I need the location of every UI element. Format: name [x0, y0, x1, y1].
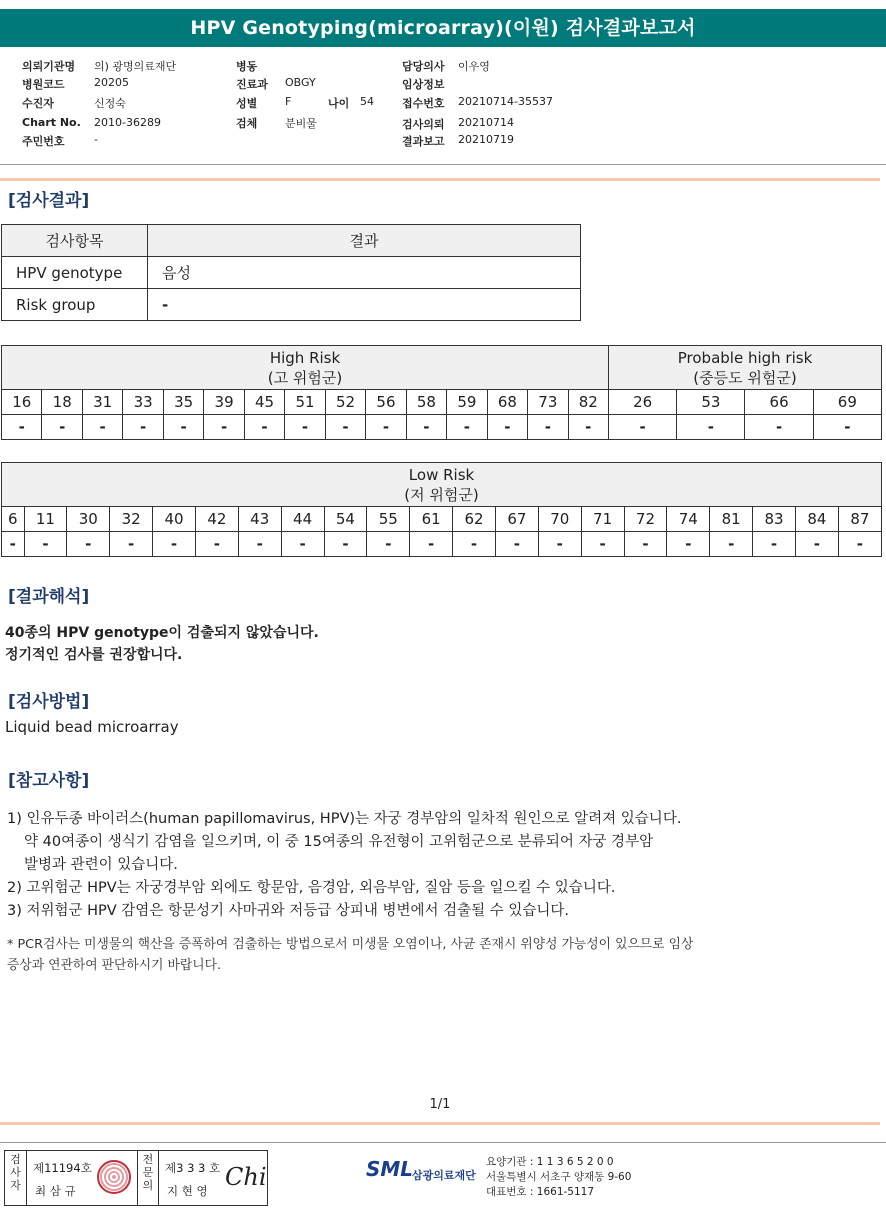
- genotype-number: 42: [195, 507, 238, 532]
- footer: [0, 1145, 886, 1213]
- genotype-number: 11: [24, 507, 67, 532]
- info-value: -: [94, 133, 98, 146]
- divider: [0, 1122, 880, 1125]
- genotype-number: 39: [204, 390, 244, 415]
- low-risk-title: Low Risk: [408, 465, 475, 484]
- genotype-result: -: [710, 532, 753, 557]
- row-result: -: [148, 289, 581, 321]
- info-label: 주민번호: [22, 135, 65, 148]
- genotype-number: 72: [624, 507, 667, 532]
- info-value: 54: [360, 95, 374, 108]
- header-item: 검사항목: [2, 225, 148, 257]
- specialist-name: 지 현 영: [167, 1184, 208, 1198]
- info-value: 분비물: [285, 117, 317, 130]
- genotype-number: 35: [163, 390, 203, 415]
- genotype-result: -: [110, 532, 153, 557]
- genotype-number: 70: [538, 507, 581, 532]
- info-label: 의뢰기관명: [22, 60, 76, 73]
- genotype-value-row: [2, 415, 882, 440]
- info-value: 20210719: [458, 133, 514, 146]
- probable-risk-subtitle: (중등도 위험군): [693, 368, 797, 387]
- genotype-result: -: [325, 415, 365, 440]
- info-label: Chart No.: [22, 116, 81, 129]
- specialist-number: 제3 3 3 호: [165, 1161, 221, 1175]
- genotype-result: -: [568, 415, 608, 440]
- genotype-result: -: [795, 532, 838, 557]
- genotype-number: 68: [487, 390, 527, 415]
- low-risk-header: [2, 463, 882, 507]
- info-label: 접수번호: [402, 97, 445, 110]
- row-result: 음성: [148, 257, 581, 289]
- divider: [0, 178, 880, 181]
- genotype-result: -: [667, 532, 710, 557]
- info-label: 성별: [236, 97, 258, 110]
- genotype-number: 26: [609, 390, 677, 415]
- genotype-result: -: [538, 532, 581, 557]
- info-label: 나이: [328, 97, 350, 110]
- genotype-number: 69: [813, 390, 881, 415]
- genotype-result: -: [677, 415, 745, 440]
- genotype-number: 44: [281, 507, 324, 532]
- interp-line1: [5, 622, 319, 644]
- genotype-number: 54: [324, 507, 367, 532]
- info-label: 진료과: [236, 78, 268, 91]
- genotype-number: 30: [67, 507, 110, 532]
- probable-risk-title: Probable high risk: [677, 348, 813, 367]
- info-label: 검체: [236, 117, 258, 130]
- info-value: OBGY: [285, 76, 316, 89]
- info-value: 20210714-35537: [458, 95, 553, 108]
- header-result: 결과: [148, 225, 581, 257]
- genotype-number-row: [2, 507, 882, 532]
- examiner-number: 제11194호: [33, 1161, 92, 1175]
- divider: [0, 1142, 886, 1143]
- genotype-result: -: [153, 532, 196, 557]
- genotype-number: 40: [153, 507, 196, 532]
- genotype-result: -: [410, 532, 453, 557]
- genotype-number: 71: [581, 507, 624, 532]
- info-label: 수진자: [22, 97, 54, 110]
- info-value: 신정숙: [94, 97, 126, 110]
- examiner-name: 최 삼 규: [35, 1184, 76, 1198]
- genotype-number: 32: [110, 507, 153, 532]
- reference-line: 발병과 관련이 있습니다.: [24, 857, 178, 873]
- genotype-number: 31: [82, 390, 122, 415]
- info-value: 이우영: [458, 60, 490, 73]
- note-line: * PCR검사는 미생물의 핵산을 증폭하여 검출하는 방법으로서 미생물 오염이나, 사균 존재시 위양성 가능성이 있으므로 임상: [7, 937, 694, 952]
- addr-line: 서울특별시 서초구 양재동 9-60: [486, 1171, 632, 1183]
- section-refs-title: [참고사항]: [8, 771, 90, 791]
- genotype-result: -: [82, 415, 122, 440]
- signature-box: [4, 1150, 268, 1206]
- genotype-result: -: [42, 415, 82, 440]
- genotype-result: -: [195, 532, 238, 557]
- genotype-result: -: [244, 415, 284, 440]
- genotype-number: 62: [453, 507, 496, 532]
- low-risk-subtitle: (저 위험군): [404, 485, 479, 504]
- genotype-result: -: [2, 415, 42, 440]
- signature: Chi: [225, 1163, 267, 1191]
- table-row: [2, 257, 581, 289]
- genotype-number: 33: [123, 390, 163, 415]
- genotype-result: -: [745, 415, 813, 440]
- info-value: 20205: [94, 76, 129, 89]
- sml-logo-sub: 삼광의료재단: [412, 1169, 476, 1182]
- info-value: 의) 광명의료재단: [94, 60, 177, 73]
- genotype-number: 87: [838, 507, 881, 532]
- addr-line: 대표번호 : 1661-5117: [486, 1186, 595, 1198]
- genotype-result: -: [204, 415, 244, 440]
- genotype-result: -: [366, 415, 406, 440]
- patient-info: [0, 54, 886, 166]
- row-item: Risk group: [2, 289, 148, 321]
- genotype-number: 6: [2, 507, 25, 532]
- divider: [0, 164, 886, 165]
- genotype-result: -: [813, 415, 881, 440]
- low-risk-table: [1, 462, 882, 557]
- seal-stamp: [97, 1160, 131, 1194]
- genotype-result: -: [581, 532, 624, 557]
- high-risk-subtitle: (고 위험군): [267, 368, 343, 387]
- info-label: 검사의뢰: [402, 118, 445, 131]
- genotype-result: -: [487, 415, 527, 440]
- genotype-number: 52: [325, 390, 365, 415]
- info-label: 담당의사: [402, 60, 445, 73]
- reference-line: 3) 저위험군 HPV 감염은 항문성기 사마귀와 저등급 상피내 병변에서 검출될 수 있습니다.: [7, 903, 569, 919]
- genotype-number: 74: [667, 507, 710, 532]
- reference-line: 2) 고위험군 HPV는 자궁경부암 외에도 항문암, 음경암, 외음부암, 질암 등을 일으킬 수 있습니다.: [7, 880, 616, 896]
- genotype-number: 66: [745, 390, 813, 415]
- genotype-number-row: [2, 390, 882, 415]
- note-line: 증상과 연관하여 판단하시기 바랍니다.: [7, 958, 222, 973]
- info-value: 20210714: [458, 116, 514, 129]
- pcr-note: [7, 934, 693, 976]
- high-risk-title: High Risk: [269, 348, 341, 367]
- examiner-label: 검사자: [5, 1151, 27, 1205]
- genotype-number: 56: [366, 390, 406, 415]
- method-text: Liquid bead microarray: [5, 718, 179, 736]
- genotype-result: -: [2, 532, 25, 557]
- genotype-number: 18: [42, 390, 82, 415]
- high-risk-table: [1, 345, 882, 440]
- probable-risk-header: [609, 346, 882, 390]
- section-interp-title: [결과해석]: [8, 587, 90, 607]
- genotype-number: 45: [244, 390, 284, 415]
- reference-line: 1) 인유두종 바이러스(human papillomavirus, HPV)는 자궁 경부암의 일차적 원인으로 알려져 있습니다.: [7, 811, 682, 827]
- table-row: [2, 289, 581, 321]
- genotype-result: -: [447, 415, 487, 440]
- genotype-result: -: [609, 415, 677, 440]
- genotype-result: -: [324, 532, 367, 557]
- interp-text-bold: HPV genotype: [56, 625, 169, 641]
- genotype-result: -: [367, 532, 410, 557]
- genotype-result: -: [163, 415, 203, 440]
- info-label: 임상정보: [402, 78, 445, 91]
- interp-line2: 정기적인 검사를 권장합니다.: [5, 647, 183, 663]
- genotype-number: 83: [753, 507, 796, 532]
- page-number: 1/1: [429, 1097, 451, 1112]
- genotype-number: 43: [238, 507, 281, 532]
- info-label: 결과보고: [402, 135, 445, 148]
- genotype-result: -: [624, 532, 667, 557]
- genotype-number: 82: [568, 390, 608, 415]
- genotype-result: -: [238, 532, 281, 557]
- genotype-number: 81: [710, 507, 753, 532]
- interpretation: [5, 622, 319, 666]
- genotype-result: -: [495, 532, 538, 557]
- genotype-number: 73: [528, 390, 568, 415]
- genotype-number: 53: [677, 390, 745, 415]
- high-risk-header: [2, 346, 609, 390]
- genotype-result: -: [123, 415, 163, 440]
- genotype-number: 67: [495, 507, 538, 532]
- section-method-title: [검사방법]: [8, 692, 90, 712]
- row-item: HPV genotype: [2, 257, 148, 289]
- genotype-result: -: [753, 532, 796, 557]
- genotype-result: -: [281, 532, 324, 557]
- genotype-result: -: [67, 532, 110, 557]
- genotype-result: -: [24, 532, 67, 557]
- interp-text: 이 검출되지 않았습니다.: [168, 625, 319, 641]
- genotype-result: -: [406, 415, 446, 440]
- references: [7, 808, 681, 923]
- info-label: 병동: [236, 60, 258, 73]
- genotype-number: 58: [406, 390, 446, 415]
- info-value: F: [285, 95, 292, 108]
- info-value: 2010-36289: [94, 116, 161, 129]
- info-label: 병원코드: [22, 78, 65, 91]
- genotype-result: -: [528, 415, 568, 440]
- reference-line: 약 40여종이 생식기 감염을 일으키며, 이 중 15여종의 유전형이 고위험군으로 분류되어 자궁 경부암: [24, 834, 654, 850]
- genotype-result: -: [838, 532, 881, 557]
- genotype-result: -: [285, 415, 325, 440]
- genotype-number: 55: [367, 507, 410, 532]
- foundation-address: [486, 1155, 631, 1200]
- genotype-number: 61: [410, 507, 453, 532]
- addr-line: 요양기관 : 1 1 3 6 5 2 0 0: [486, 1156, 614, 1168]
- genotype-number: 59: [447, 390, 487, 415]
- genotype-result: -: [453, 532, 496, 557]
- genotype-number: 16: [2, 390, 42, 415]
- result-table: [1, 224, 581, 321]
- report-title: HPV Genotyping(microarray)(이원) 검사결과보고서: [0, 9, 886, 47]
- section-result-title: [검사결과]: [8, 191, 90, 211]
- sml-logo: SML: [366, 1157, 414, 1181]
- genotype-number: 84: [795, 507, 838, 532]
- specialist-label: 전문의: [137, 1151, 159, 1205]
- interp-text: 40종의: [5, 625, 57, 641]
- genotype-number: 51: [285, 390, 325, 415]
- genotype-value-row: [2, 532, 882, 557]
